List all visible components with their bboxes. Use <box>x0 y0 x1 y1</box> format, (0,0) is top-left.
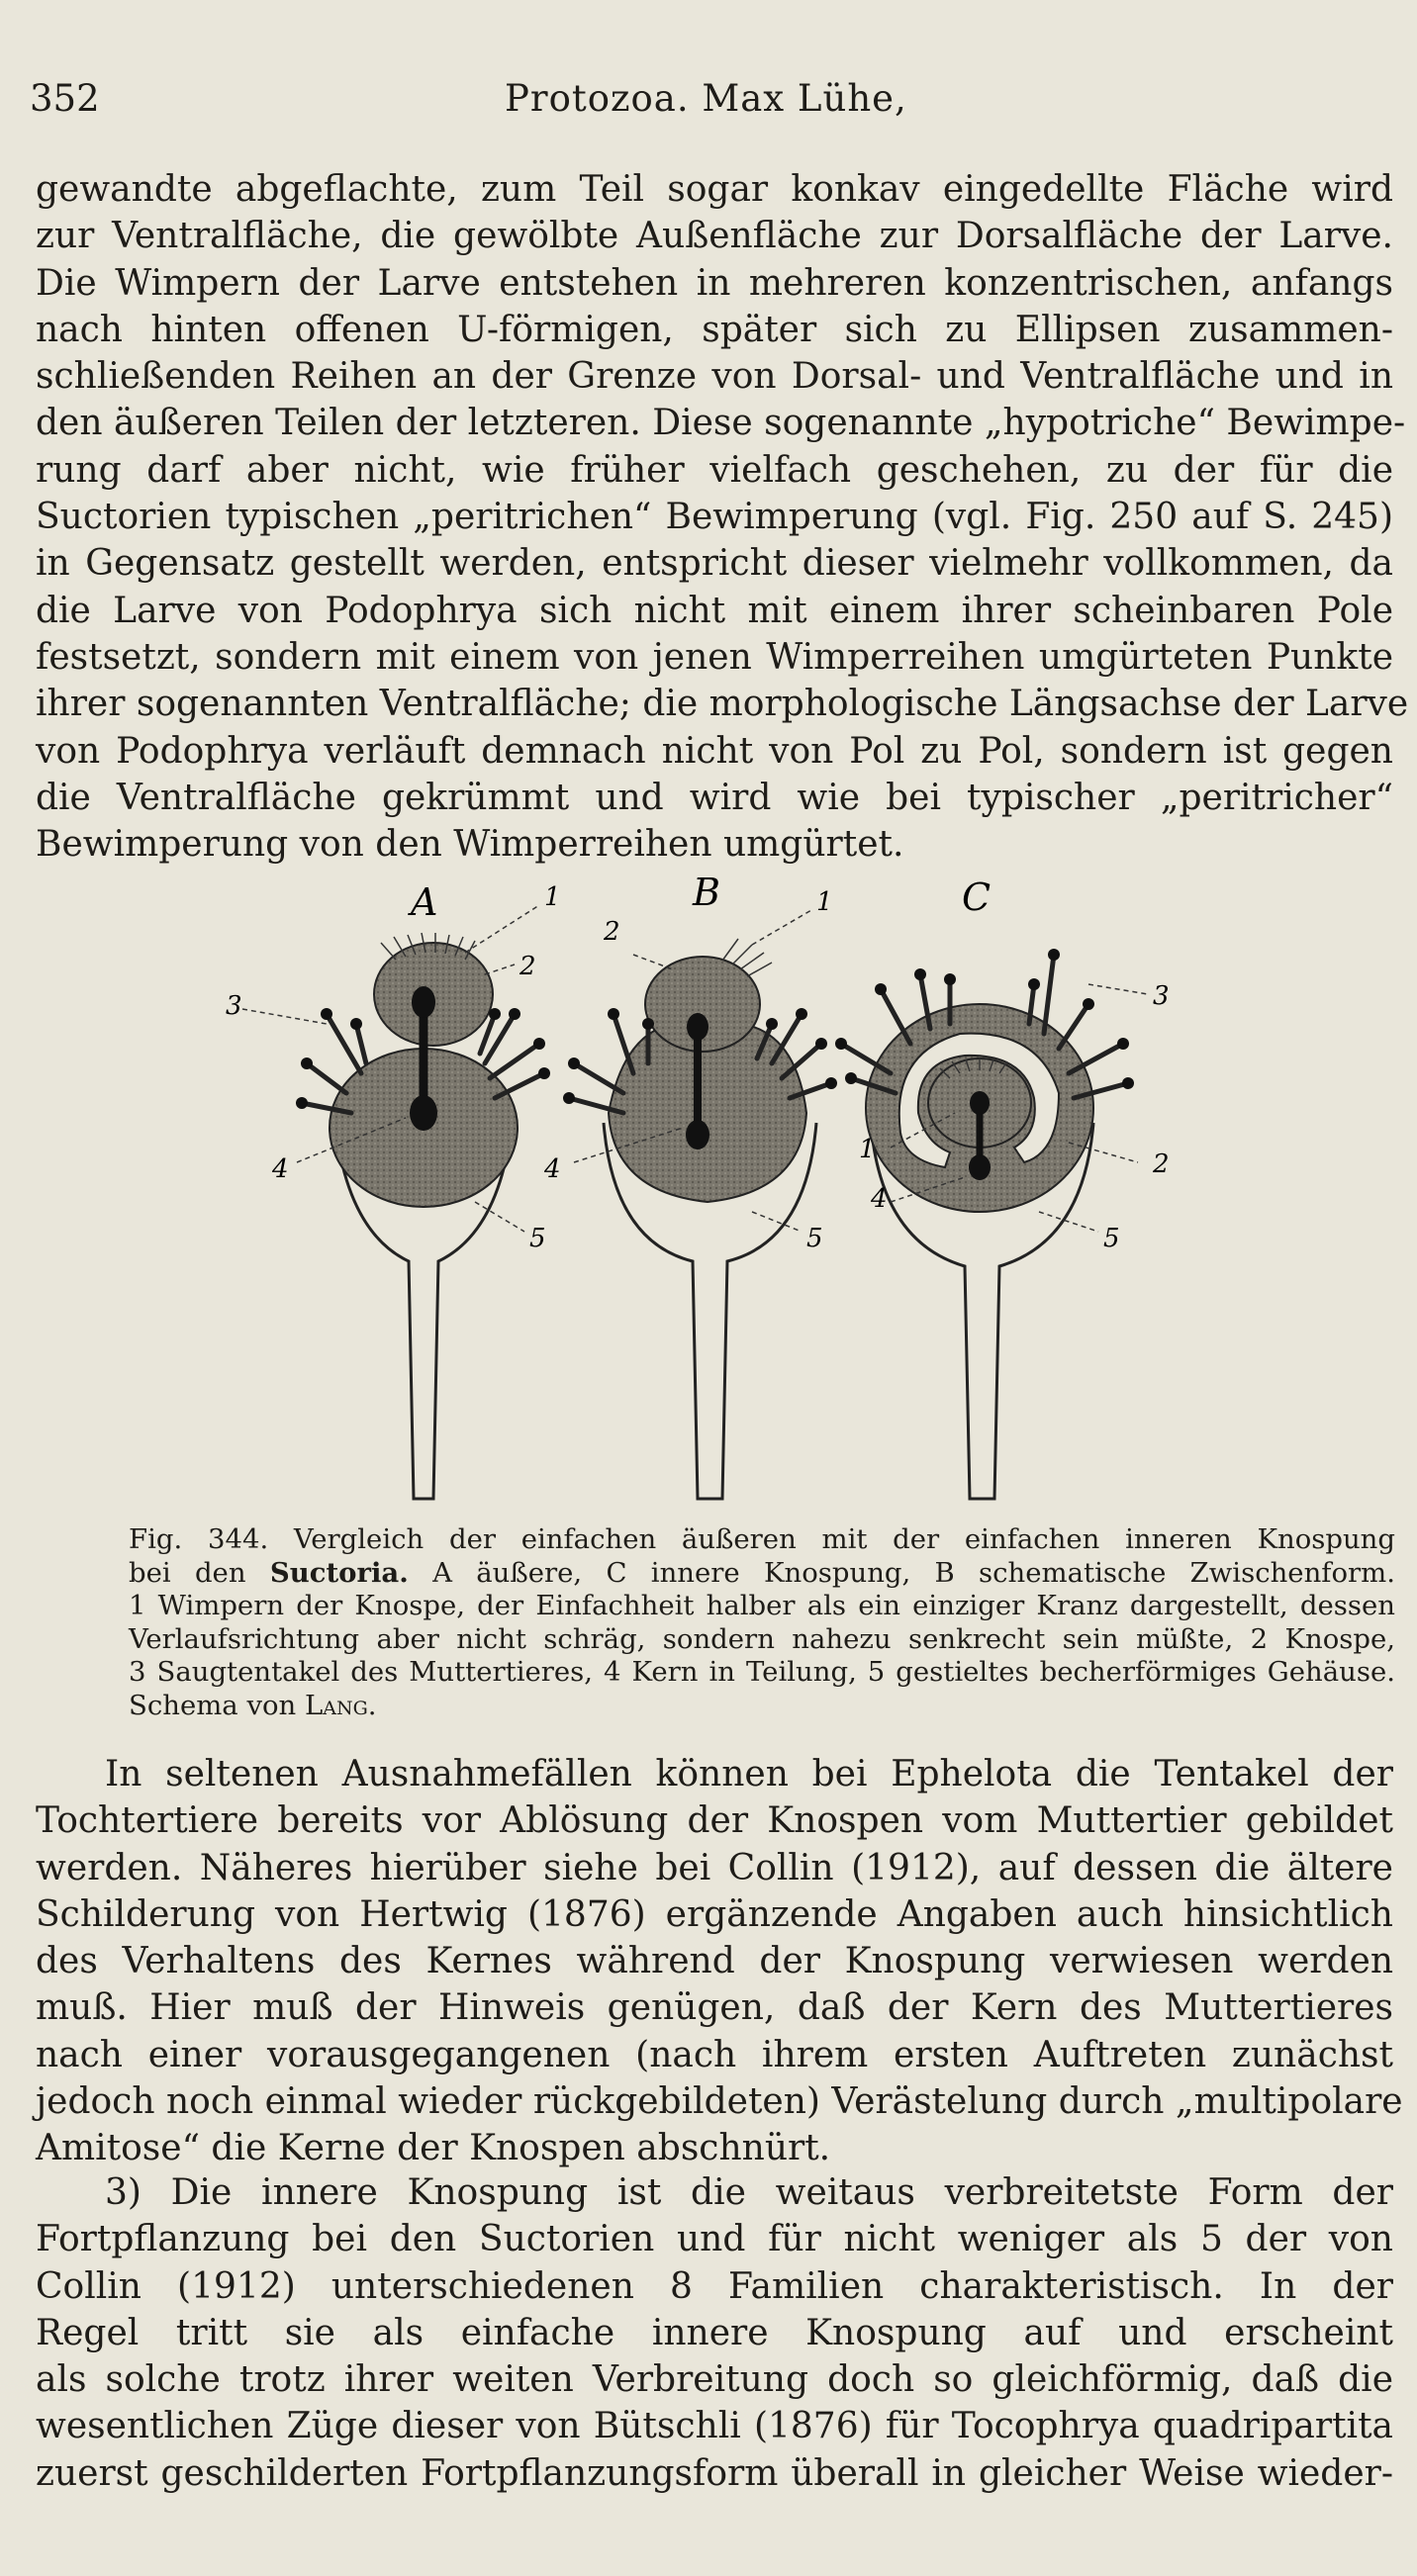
panel-label-c: C <box>962 875 992 919</box>
text-line: rung darf aber nicht, wie früher vielfach geschehen, zu der für die <box>36 449 1393 491</box>
caption-text: bei den <box>129 1556 270 1589</box>
text-line: jedoch noch einmal wieder rückgebildeten) Verästelung durch „multipolare <box>36 2081 1403 2123</box>
figure-caption <box>129 1523 1395 1722</box>
text-line: Bewimperung von den Wimperreihen umgürtet. <box>36 824 904 866</box>
text-line: wesentlichen Züge dieser von Bütschli (1876) für Tocophrya quadripartita <box>36 2406 1393 2447</box>
text-line: In seltenen Ausnahmefällen können bei Ephelota die Tentakel der <box>105 1754 1393 1794</box>
text-line: zuerst geschilderten Fortpflanzungsform überall in gleicher Weise wieder- <box>36 2452 1393 2494</box>
text-line: Suctorien typischen „peritrichen“ Bewimperung (vgl. Fig. 250 auf S. 245) <box>36 497 1393 538</box>
paragraph-2 <box>36 1751 1403 2172</box>
text-line: Regel tritt sie als einfache innere Knospung auf und erscheint <box>36 2312 1393 2353</box>
text-line: Schilderung von Hertwig (1876) ergänzende Angaben auch hinsichtlich <box>36 1893 1393 1935</box>
caption-text: A äußere, C innere Knospung, B schematische Zwischenform. <box>408 1556 1395 1589</box>
text-line: schließenden Reihen an der Grenze von Dorsal- und Ventralfläche und in <box>36 356 1393 398</box>
callout-4: 4 <box>544 1154 561 1184</box>
text-line: zur Ventralfläche, die gewölbte Außenfläche zur Dorsalfläche der Larve. <box>36 216 1393 257</box>
paragraph-1 <box>36 166 1409 868</box>
callout-1: 1 <box>816 887 833 917</box>
callout-2: 2 <box>520 952 536 981</box>
callout-3: 3 <box>226 991 242 1021</box>
panel-label-b: B <box>693 871 720 914</box>
text-line: von Podophrya verläuft demnach nicht von Pol zu Pol, sondern ist gegen <box>36 730 1393 772</box>
callout-5: 5 <box>806 1224 823 1253</box>
page-number: 352 <box>30 77 100 120</box>
text-line: die Larve von Podophrya sich nicht mit einem ihrer scheinbaren Pole <box>36 590 1393 631</box>
callout-2: 2 <box>1153 1150 1170 1179</box>
text-line: festsetzt, sondern mit einem von jenen Wimperreihen umgürteten Punkte <box>36 636 1393 678</box>
caption-author: Lang. <box>305 1689 377 1721</box>
panel-label-a: A <box>411 880 438 924</box>
page-header <box>30 77 1395 127</box>
caption-line: Verlaufsrichtung aber nicht schräg, sondern nahezu senkrecht sein müßte, 2 Knospe, <box>129 1622 1395 1655</box>
text-line: Tochtertiere bereits vor Ablösung der Knospen vom Muttertier gebildet <box>36 1800 1393 1842</box>
text-line: Fortpflanzung bei den Suctorien und für nicht weniger als 5 der von <box>36 2219 1393 2260</box>
callout-4: 4 <box>272 1154 289 1184</box>
caption-text: Schema von <box>129 1689 305 1721</box>
callout-2: 2 <box>604 917 620 947</box>
callout-3: 3 <box>1153 981 1170 1011</box>
text-line: Collin (1912) unterschiedenen 8 Familien charakteristisch. In der <box>36 2265 1393 2307</box>
caption-line: 1 Wimpern der Knospe, der Einfachheit halber als ein einziger Kranz dargestellt, dessen <box>129 1590 1395 1621</box>
text-line: nach hinten offenen U-förmigen, später sich zu Ellipsen zusammen- <box>36 309 1393 350</box>
figure-344 <box>198 866 1286 1509</box>
text-line: nach einer vorausgegangenen (nach ihrem ersten Auftreten zunächst <box>36 2034 1393 2075</box>
callout-5: 5 <box>1103 1224 1120 1253</box>
paragraph-3 <box>36 2169 1393 2497</box>
text-line: die Ventralfläche gekrümmt und wird wie bei typischer „peritricher“ <box>36 777 1393 818</box>
text-line: Die Wimpern der Larve entstehen in mehreren konzentrischen, anfangs <box>36 262 1393 304</box>
panel-a-drawing <box>226 880 561 1499</box>
text-line: in Gegensatz gestellt werden, entspricht dieser vielmehr vollkommen, da <box>36 543 1393 585</box>
caption-line <box>129 1690 1395 1723</box>
caption-taxon: Suctoria. <box>269 1556 409 1589</box>
text-line: muß. Hier muß der Hinweis genügen, daß der Kern des Muttertieres <box>36 1987 1393 2029</box>
suctoria-budding-illustration <box>198 866 1286 1509</box>
running-head: Protozoa. Max Lühe, <box>505 77 907 120</box>
text-line: werden. Näheres hierüber siehe bei Collin (1912), auf dessen die ältere <box>36 1847 1393 1888</box>
callout-1: 1 <box>544 882 561 912</box>
callout-5: 5 <box>529 1224 546 1253</box>
text-line: den äußeren Teilen der letzteren. Diese sogenannte „hypotriche“ Bewimpe- <box>36 403 1406 444</box>
text-line: ihrer sogenannten Ventralfläche; die morphologische Längsachse der Larve <box>36 684 1409 725</box>
callout-4: 4 <box>871 1184 888 1214</box>
caption-line <box>129 1557 1395 1591</box>
panel-b-drawing <box>543 871 837 1499</box>
text-line: des Verhaltens des Kernes während der Knospung verwiesen werden <box>36 1941 1393 1982</box>
text-line: Amitose“ die Kerne der Knospen abschnürt. <box>36 2128 831 2169</box>
caption-line: Fig. 344. Vergleich der einfachen äußeren mit der einfachen inneren Knospung <box>129 1523 1395 1555</box>
text-line: gewandte abgeflachte, zum Teil sogar konkav eingedellte Fläche wird <box>36 169 1393 210</box>
text-line: 3) Die innere Knospung ist die weitaus verbreitetste Form der <box>105 2172 1393 2213</box>
caption-line: 3 Saugtentakel des Muttertieres, 4 Kern in Teilung, 5 gestieltes becherförmiges Gehäuse. <box>129 1656 1395 1688</box>
panel-c-drawing <box>835 875 1170 1499</box>
callout-1: 1 <box>859 1135 876 1164</box>
text-line: als solche trotz ihrer weiten Verbreitung doch so gleichförmig, daß die <box>36 2359 1393 2401</box>
